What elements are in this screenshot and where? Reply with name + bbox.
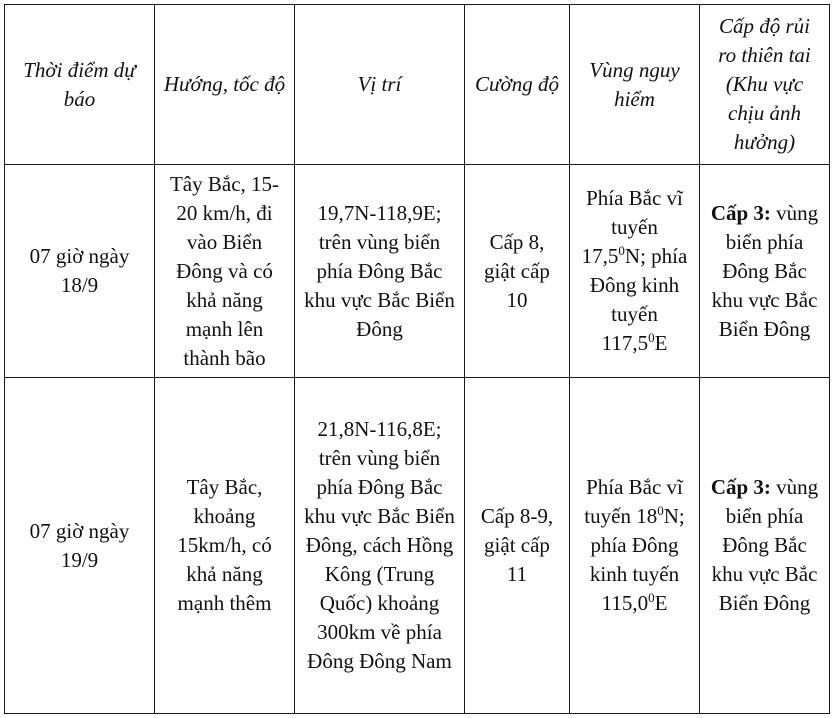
table-header-row: [5, 5, 830, 165]
danger-text-c: E: [654, 591, 668, 615]
cell-danger-zone: [570, 378, 700, 714]
degree-superscript: 0: [618, 243, 625, 258]
danger-text-b: N; phía Đông kinh tuyến 115,0: [589, 504, 685, 615]
danger-text-a: Phía Bắc vĩ tuyến 17,5: [581, 186, 683, 268]
cell-direction: Tây Bắc, 15-20 km/h, đi vào Biển Đông và có khả năng mạnh lên thành bão: [155, 165, 295, 378]
cell-position: 19,7N-118,9E; trên vùng biển phía Đông Bắc khu vực Bắc Biển Đông: [295, 165, 465, 378]
cell-risk-level: [700, 378, 830, 714]
cell-time: 07 giờ ngày 19/9: [5, 378, 155, 714]
risk-level-label: Cấp 3:: [710, 200, 771, 225]
table-row: [5, 378, 830, 714]
table-row: [5, 165, 830, 378]
degree-superscript: 0: [648, 590, 655, 605]
degree-superscript: 0: [657, 503, 664, 518]
header-position: Vị trí: [295, 5, 465, 165]
cell-time: 07 giờ ngày 18/9: [5, 165, 155, 378]
header-forecast-time: Thời điểm dự báo: [5, 5, 155, 165]
cell-intensity: Cấp 8, giật cấp 10: [465, 165, 570, 378]
cell-risk-level: [700, 165, 830, 378]
cell-danger-zone: [570, 165, 700, 378]
cell-position: 21,8N-116,8E; trên vùng biển phía Đông Bắc khu vực Bắc Biển Đông, cách Hồng Kông (Trung Quốc) khoảng 300km về phía Đông Đông Nam: [295, 378, 465, 714]
cell-direction: Tây Bắc, khoảng 15km/h, có khả năng mạnh thêm: [155, 378, 295, 714]
risk-level-label: Cấp 3:: [710, 475, 771, 499]
cell-intensity: Cấp 8-9, giật cấp 11: [465, 378, 570, 714]
danger-text-c: E: [654, 331, 668, 355]
header-intensity: Cường độ: [465, 5, 570, 165]
danger-text-a: Phía Bắc vĩ tuyến 18: [584, 475, 683, 528]
storm-forecast-table: [4, 4, 830, 714]
header-danger-zone: Vùng nguy hiểm: [570, 5, 700, 165]
degree-superscript: 0: [648, 330, 655, 345]
risk-area-text: vùng biển phía Đông Bắc khu vực Bắc Biển Đông: [711, 200, 819, 341]
header-direction-speed: Hướng, tốc độ: [155, 5, 295, 165]
risk-area-text: vùng biển phía Đông Bắc khu vực Bắc Biển Đông: [711, 475, 819, 615]
header-risk-level: Cấp độ rủi ro thiên tai (Khu vực chịu ảnh hưởng): [700, 5, 830, 165]
danger-text-b: N; phía Đông kinh tuyến 117,5: [589, 244, 688, 355]
